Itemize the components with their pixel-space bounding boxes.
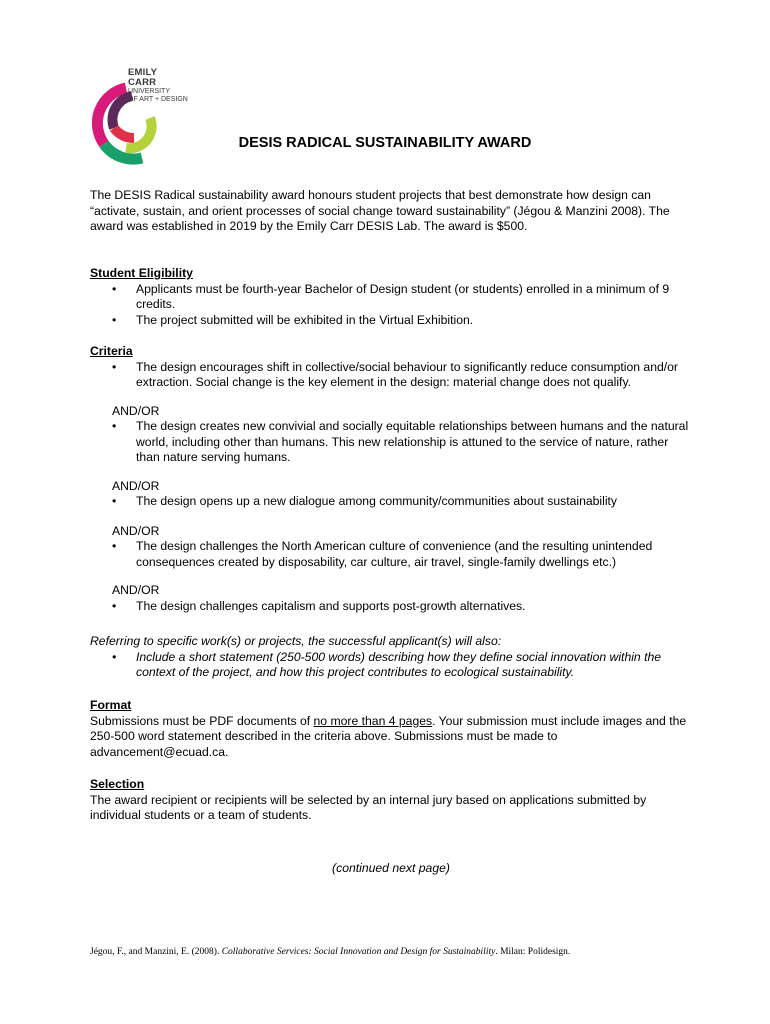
footnote-work: Collaborative Services: Social Innovation and Design for Sustainability [221, 947, 496, 957]
criteria-list [90, 360, 690, 391]
format-text-b: . Your submission must include images and the 250-500 word statement described in the criteria above. Submissions must be made to advancement@ecuad.ca. [90, 713, 687, 759]
criteria-list [90, 419, 690, 466]
format-text [90, 714, 690, 761]
referring-section [90, 634, 690, 681]
format-page-limit: no more than 4 pages [313, 713, 433, 728]
selection-section [90, 777, 690, 824]
referring-lead: Referring to specific work(s) or projects, the successful applicant(s) will also: [90, 634, 502, 648]
eligibility-section [90, 266, 690, 328]
eligibility-list [90, 282, 690, 329]
footnote [90, 947, 570, 957]
list-item: • The project submitted will be exhibited in the Virtual Exhibition. [90, 313, 690, 329]
logo-line-art-design: OF ART + DESIGN [128, 96, 188, 103]
list-item: • Applicants must be fourth-year Bachelor of Design student (or students) enrolled in a minimum of 9 credits. [90, 282, 690, 313]
andor-label: AND/OR [112, 583, 160, 597]
andor-label: AND/OR [112, 403, 160, 418]
intro-paragraph [90, 188, 690, 235]
list-item: • The design challenges capitalism and supports post-growth alternatives. [90, 599, 690, 615]
page-title: DESIS RADICAL SUSTAINABILITY AWARD [238, 135, 532, 151]
intro-line: award was established in 2019 by the Emily Carr DESIS Lab. The award is $500. [90, 219, 528, 233]
selection-text: The award recipient or recipients will be selected by an internal jury based on applications submitted by individual students or a team of students. [90, 792, 647, 822]
footnote-authors: Jégou, F., and Manzini, E. (2008). [90, 947, 222, 957]
logo-line-carr: CARR [128, 76, 157, 88]
logo-line-university: UNIVERSITY [128, 88, 171, 95]
intro-line: “activate, sustain, and orient processes of social change toward sustainability” (Jégou & Manzini 2008). The [90, 203, 670, 218]
criteria-section [90, 344, 690, 614]
andor-label: AND/OR [112, 478, 160, 493]
list-item: • Include a short statement (250-500 words) describing how they define social innovation within the context of the project, and how this project contributes to ecological sustainability. [90, 650, 690, 681]
selection-heading: Selection [90, 777, 145, 791]
eligibility-heading: Student Eligibility [90, 266, 193, 280]
format-heading: Format [90, 698, 132, 712]
format-text-a: Submissions must be PDF documents of [90, 713, 314, 728]
logo-line-emily: EMILY [128, 67, 158, 78]
footnote-publisher: . Milan: Polidesign. [495, 947, 571, 957]
criteria-list [90, 494, 690, 510]
format-section [90, 698, 690, 760]
andor-label: AND/OR [112, 523, 160, 538]
list-item: • The design challenges the North American culture of convenience (and the resulting unintended consequences created by disposability, car culture, air travel, single-family dwellings etc.) [90, 539, 690, 570]
criteria-list [90, 539, 690, 570]
criteria-heading: Criteria [90, 344, 133, 358]
continued-note: (continued next page) [332, 861, 450, 875]
referring-list [90, 650, 690, 681]
list-item: • The design encourages shift in collective/social behaviour to significantly reduce consumption and/or extraction. Social change is the key element in the design: material change does not qualify. [90, 360, 690, 391]
list-item: • The design creates new convivial and socially equitable relationships between humans and the natural world, including other than humans. This new relationship is attuned to the service of nature, rather than nature serving humans. [90, 419, 690, 466]
intro-line: The DESIS Radical sustainability award honours student projects that best demonstrate how design can [90, 188, 651, 202]
list-item: • The design opens up a new dialogue among community/communities about sustainability [90, 494, 690, 510]
logo-wordmark [128, 68, 188, 103]
criteria-list [90, 599, 690, 615]
